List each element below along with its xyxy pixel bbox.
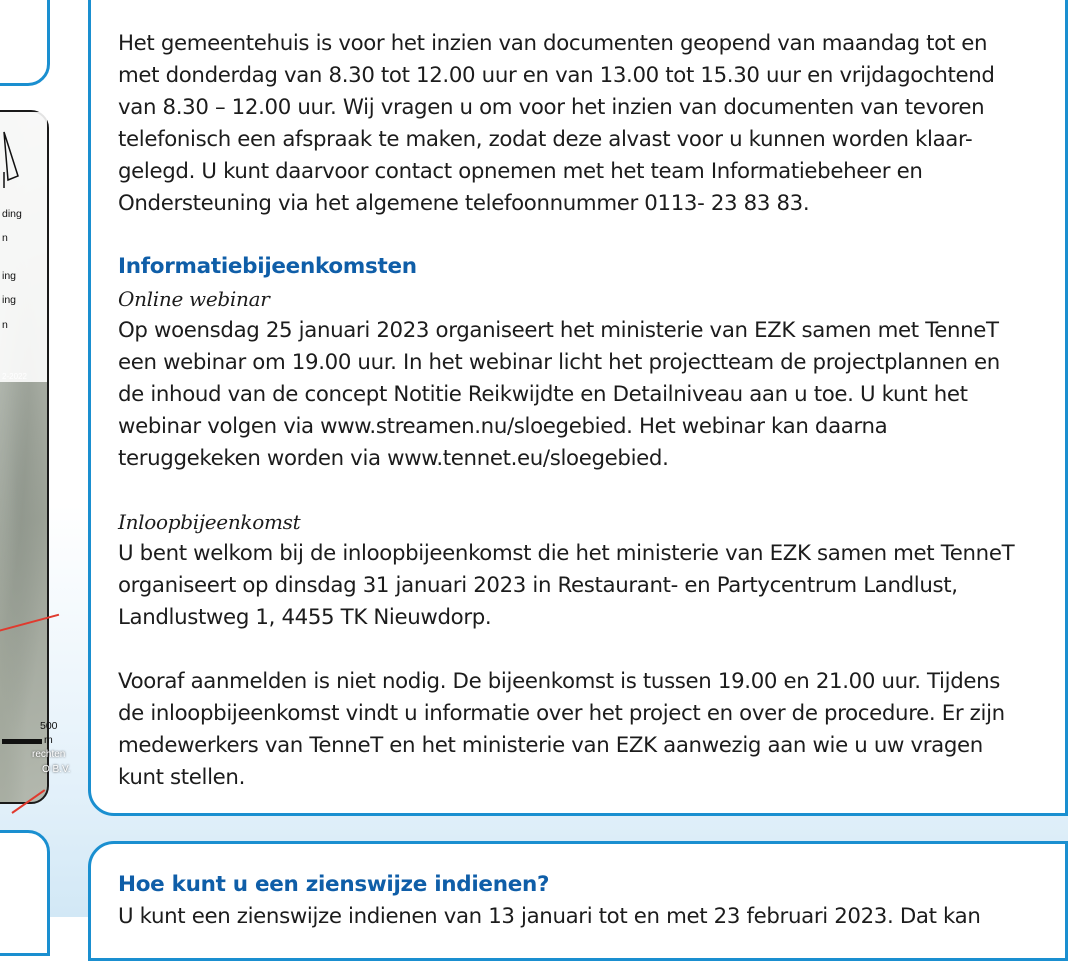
- map-credit: rechten: [32, 749, 66, 760]
- map-legend-item: ing: [2, 294, 17, 306]
- section-heading-informatiebijeenkomsten: Informatiebijeenkomsten: [118, 254, 417, 279]
- north-arrow-icon: [2, 128, 22, 188]
- map-legend: [0, 112, 47, 382]
- section-heading-zienswijze: Hoe kunt u een zienswijze indienen?: [118, 872, 550, 897]
- map-scale-unit: m: [44, 734, 53, 746]
- aanmelden-section: [118, 666, 1028, 794]
- left-top-box: [0, 0, 50, 86]
- left-bottom-box: [0, 830, 50, 956]
- opening-paragraph: Het gemeentehuis is voor het inzien van documenten geopend van maandag tot en met donderdag van 8.30 tot 12.00 uur en van 13.00 tot 15.30 uur en vrijdagochtend van 8.30 – 12.00 uur. Wij vragen u om voor het inzien van documenten van tevoren telefonisch een afspraak te maken, zodat deze alvast voor u kunnen worden klaar-gelegd. U kunt daarvoor contact opnemen met het team Informatiebeheer en Ondersteuning via het algemene telefoonnummer 0113- 23 83 83.: [118, 31, 995, 216]
- subheading-inloopbijeenkomst: Inloopbijeenkomst: [118, 510, 301, 534]
- map-legend-item: n: [2, 232, 8, 244]
- aanmelden-paragraph: Vooraf aanmelden is niet nodig. De bijeenkomst is tussen 19.00 en 21.00 uur. Tijdens de inloopbijeenkomst vindt u informatie over het project en over de procedure. Er zijn medewerkers van TenneT en het ministerie van EZK aanwezig aan wie u uw vragen kunt stellen.: [118, 669, 1005, 790]
- map-legend-item: n: [2, 319, 8, 331]
- inloop-section: [118, 506, 1028, 634]
- webinar-paragraph: Op woensdag 25 januari 2023 organiseert het ministerie van EZK samen met TenneT een webinar om 19.00 uur. In het webinar licht het projectteam de projectplannen en de inhoud van de concept Notitie Reikwijdte en Detailniveau aan u toe. U kunt het webinar volgen via www.streamen.nu/sloegebied. Het webinar kan daarna teruggekeken worden via www.tennet.eu/sloegebied.: [118, 318, 1000, 471]
- zienswijze-paragraph: U kunt een zienswijze indienen van 13 januari tot en met 23 februari 2023. Dat kan: [118, 904, 981, 929]
- subheading-online-webinar: Online webinar: [118, 287, 270, 311]
- inloop-paragraph: U bent welkom bij de inloopbijeenkomst die het ministerie van EZK samen met TenneT organiseert op dinsdag 31 januari 2023 in Restaurant- en Partycentrum Landlust, Landlustweg 1, 4455 TK Nieuwdorp.: [118, 541, 1015, 630]
- map-date: 2-2022: [2, 372, 27, 381]
- zienswijze-section: [118, 869, 1028, 933]
- map-legend-item: ing: [2, 270, 17, 282]
- map-legend-item: ding: [2, 208, 22, 220]
- info-meetings-section: [118, 251, 1028, 475]
- map-route-line: [0, 614, 59, 639]
- map-scale-value: 500: [40, 720, 58, 732]
- map-panel: [0, 110, 71, 804]
- map-route-line: [11, 789, 45, 814]
- map-credit: O B.V.: [42, 764, 71, 775]
- map-scale-bar: [2, 739, 42, 744]
- info-content: [118, 28, 1028, 220]
